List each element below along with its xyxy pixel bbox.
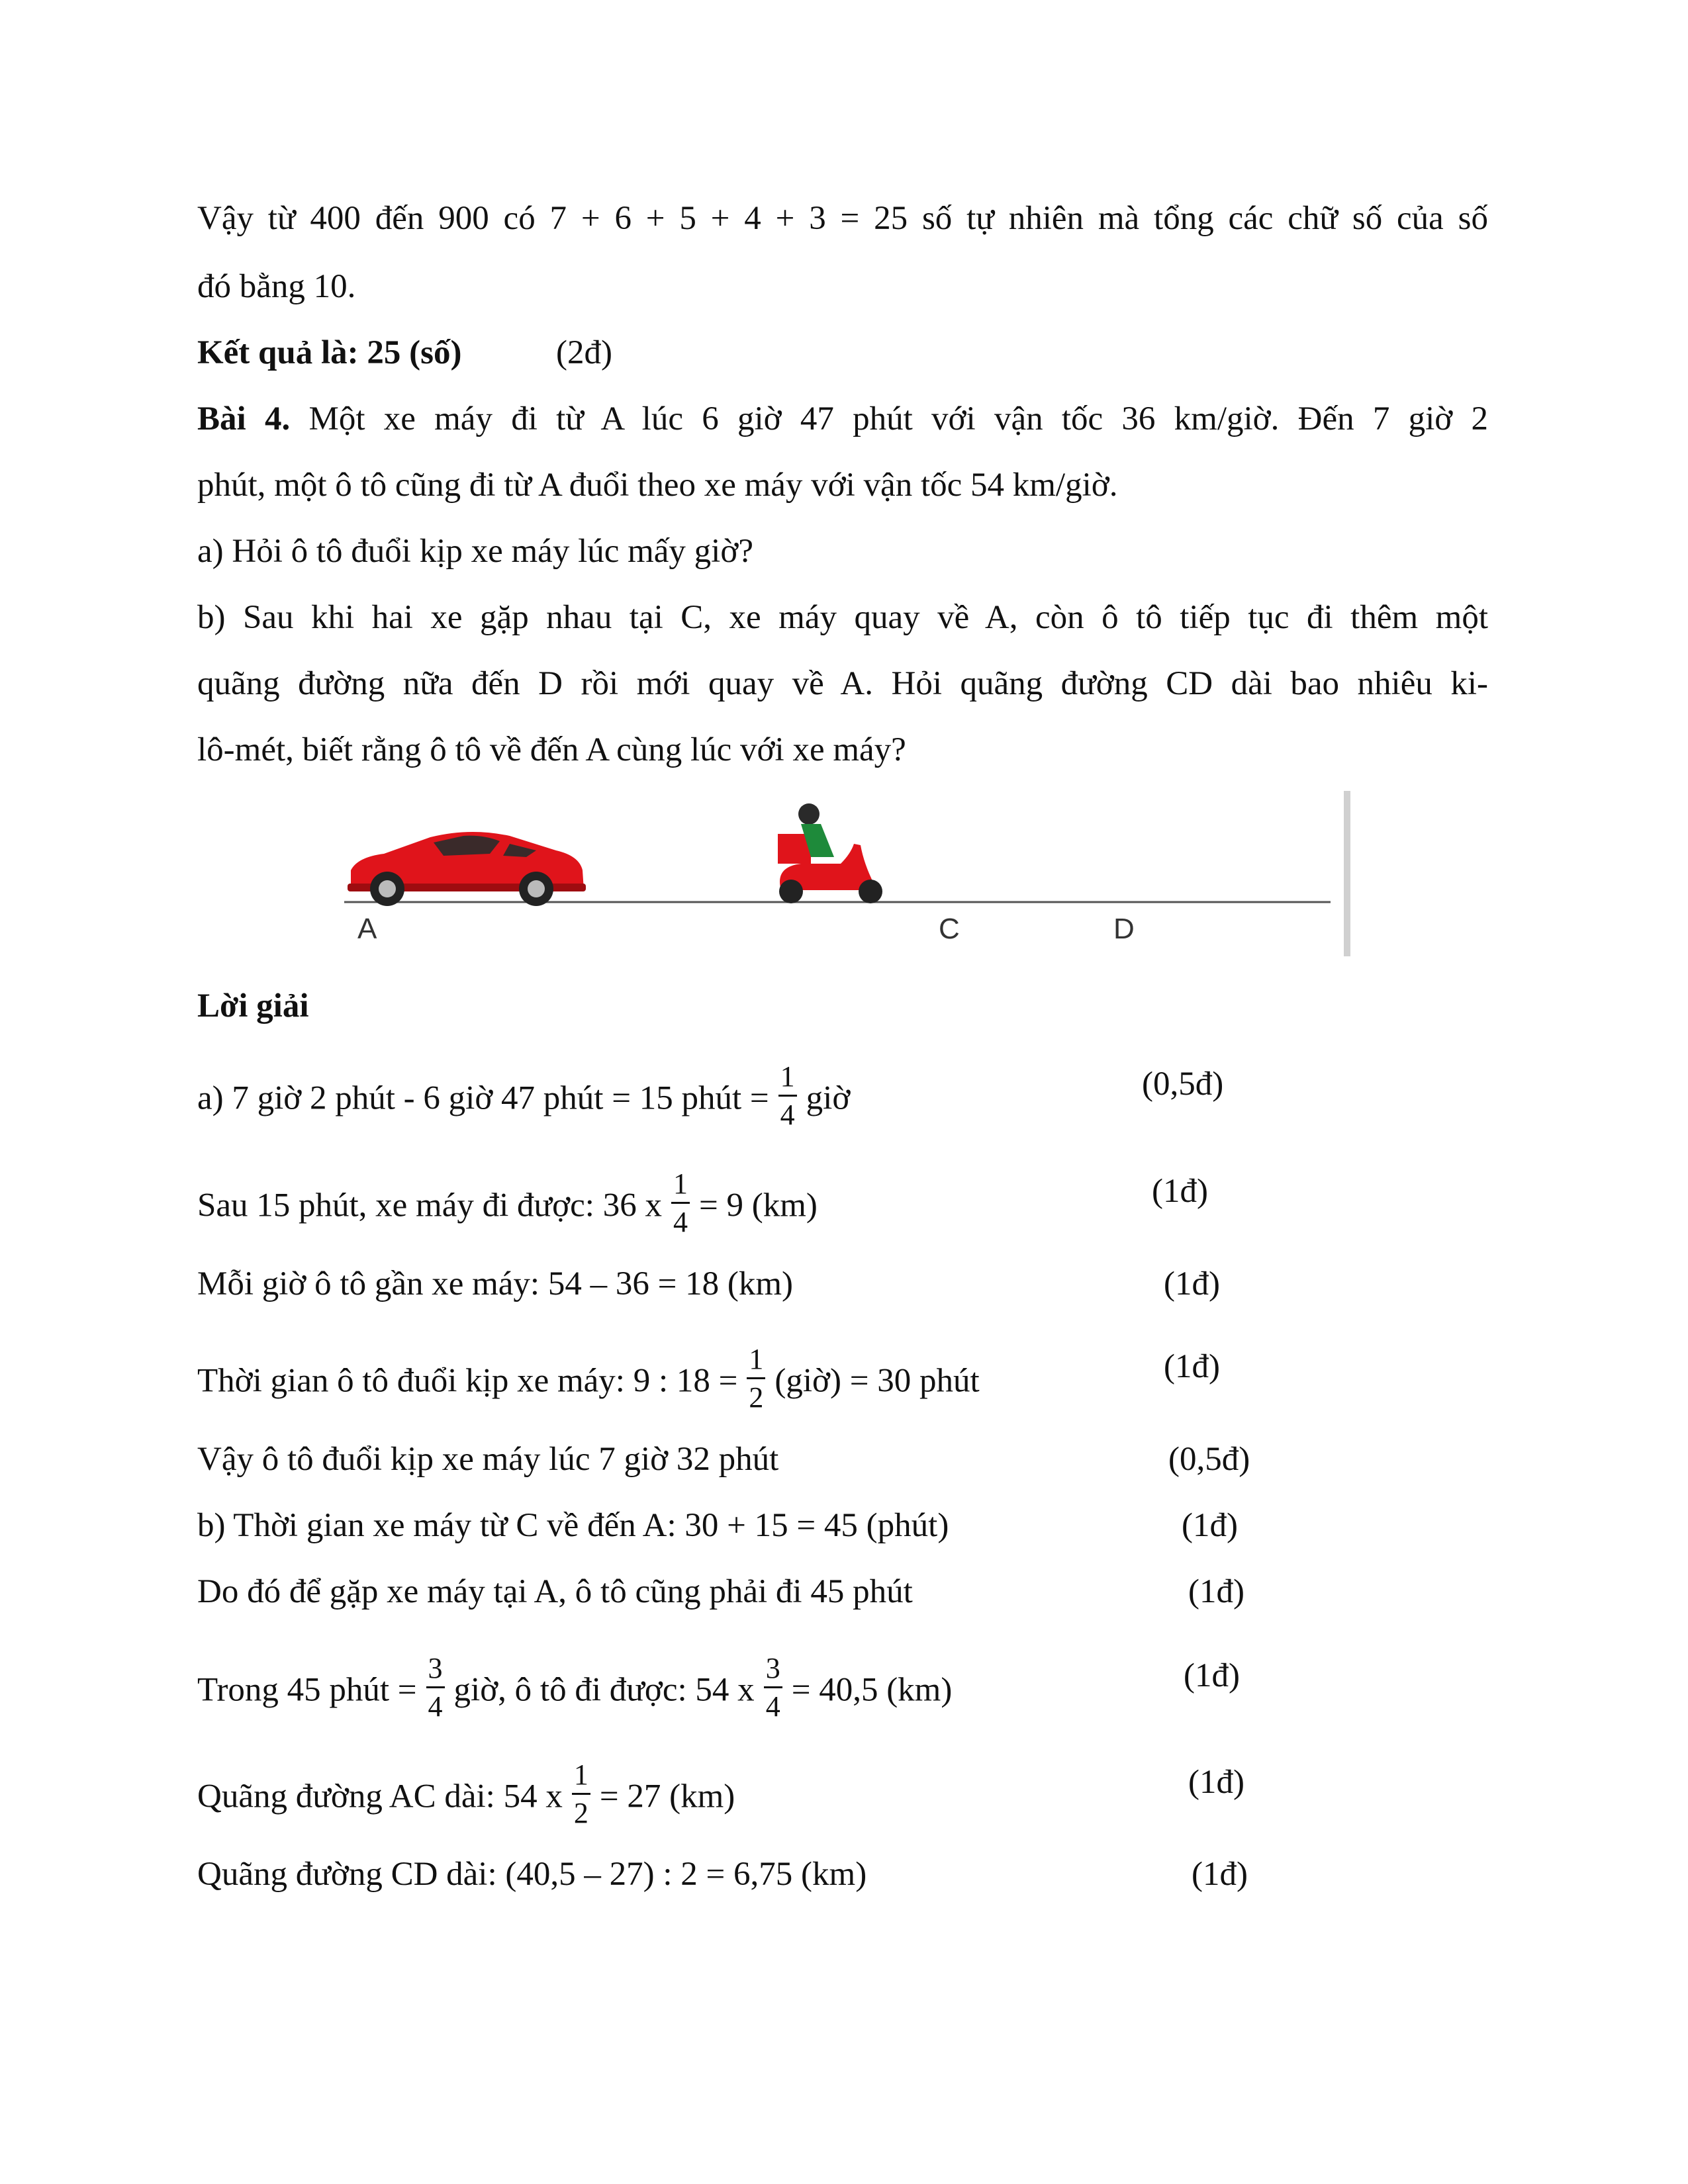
- fraction: $\frac{3}{4}$: [764, 1654, 782, 1721]
- problem-title: Bài 4.: [197, 400, 291, 437]
- question-b-line-3: lô-mét, biết rằng ô tô về đến A cùng lúc với xe máy?: [197, 731, 906, 768]
- fraction: $\frac{1}{4}$: [778, 1062, 797, 1130]
- solution-step-6-points: (1đ): [1182, 1507, 1238, 1544]
- solution-step-8: Trong 45 phút = $\frac{3}{4}$ giờ, ô tô đi được: 54 x $\frac{3}{4}$ = 40,5 (km): [197, 1652, 953, 1723]
- problem-line-1: Bài 4. Một xe máy đi từ A lúc 6 giờ 47 phút với vận tốc 36 km/giờ. Đến 7 giờ 2: [197, 400, 1489, 437]
- point-label-c: C: [939, 913, 960, 945]
- fraction: $\frac{1}{4}$: [671, 1169, 690, 1237]
- question-b-line-1: b) Sau khi hai xe gặp nhau tại C, xe máy quay về A, còn ô tô tiếp tục đi thêm một: [197, 599, 1488, 636]
- solution-step-4-points: (1đ): [1164, 1348, 1220, 1385]
- solution-step-10-points: (1đ): [1192, 1856, 1248, 1893]
- solution-step-7: Do đó để gặp xe máy tại A, ô tô cũng phải đi 45 phút: [197, 1573, 913, 1610]
- solution-step-2-points: (1đ): [1152, 1173, 1208, 1210]
- result-points: (2đ): [556, 334, 612, 371]
- point-label-a: A: [357, 913, 377, 945]
- solution-step-7-points: (1đ): [1188, 1573, 1244, 1610]
- result-label: Kết quả là: 25 (số): [197, 334, 462, 371]
- intro-line-1: Vậy từ 400 đến 900 có 7 + 6 + 5 + 4 + 3 = 25 số tự nhiên mà tổng các chữ số của số: [197, 200, 1488, 237]
- diagram-edge: [1344, 791, 1350, 956]
- solution-step-6: b) Thời gian xe máy từ C về đến A: 30 + 15 = 45 (phút): [197, 1507, 949, 1544]
- solution-step-4: Thời gian ô tô đuổi kịp xe máy: 9 : 18 = $\frac{1}{2}$ (giờ) = 30 phút: [197, 1343, 980, 1414]
- solution-step-3-points: (1đ): [1164, 1265, 1220, 1302]
- problem-line-2: phút, một ô tô cũng đi từ A đuổi theo xe máy với vận tốc 54 km/giờ.: [197, 467, 1118, 504]
- route-diagram-svg: [311, 791, 1357, 963]
- fraction: $\frac{3}{4}$: [426, 1654, 445, 1721]
- fraction: $\frac{1}{2}$: [572, 1760, 590, 1828]
- solution-step-1-points: (0,5đ): [1142, 1066, 1224, 1103]
- scooter-icon: [778, 803, 882, 903]
- point-label-d: D: [1113, 913, 1135, 945]
- solution-step-9-points: (1đ): [1188, 1764, 1244, 1801]
- solution-step-9: Quãng đường AC dài: 54 x $\frac{1}{2}$ = 27 (km): [197, 1758, 735, 1829]
- solution-heading: Lời giải: [197, 987, 309, 1024]
- question-b-line-2: quãng đường nữa đến D rồi mới quay về A. Hỏi quãng đường CD dài bao nhiêu ki-: [197, 665, 1488, 702]
- solution-step-1: a) 7 giờ 2 phút - 6 giờ 47 phút = 15 phút = $\frac{1}{4}$ giờ: [197, 1060, 851, 1131]
- solution-step-8-points: (1đ): [1184, 1657, 1240, 1694]
- solution-step-5-points: (0,5đ): [1168, 1441, 1250, 1478]
- car-icon: [348, 832, 586, 906]
- solution-step-5: Vậy ô tô đuổi kịp xe máy lúc 7 giờ 32 phút: [197, 1441, 779, 1478]
- question-a: a) Hỏi ô tô đuổi kịp xe máy lúc mấy giờ?: [197, 533, 753, 570]
- intro-line-2: đó bằng 10.: [197, 268, 356, 305]
- solution-step-3: Mỗi giờ ô tô gần xe máy: 54 – 36 = 18 (km): [197, 1265, 793, 1302]
- solution-step-2: Sau 15 phút, xe máy đi được: 36 x $\frac{1}{4}$ = 9 (km): [197, 1167, 818, 1238]
- solution-step-10: Quãng đường CD dài: (40,5 – 27) : 2 = 6,75 (km): [197, 1856, 867, 1893]
- fraction: $\frac{1}{2}$: [747, 1345, 765, 1412]
- route-diagram: [311, 791, 1357, 963]
